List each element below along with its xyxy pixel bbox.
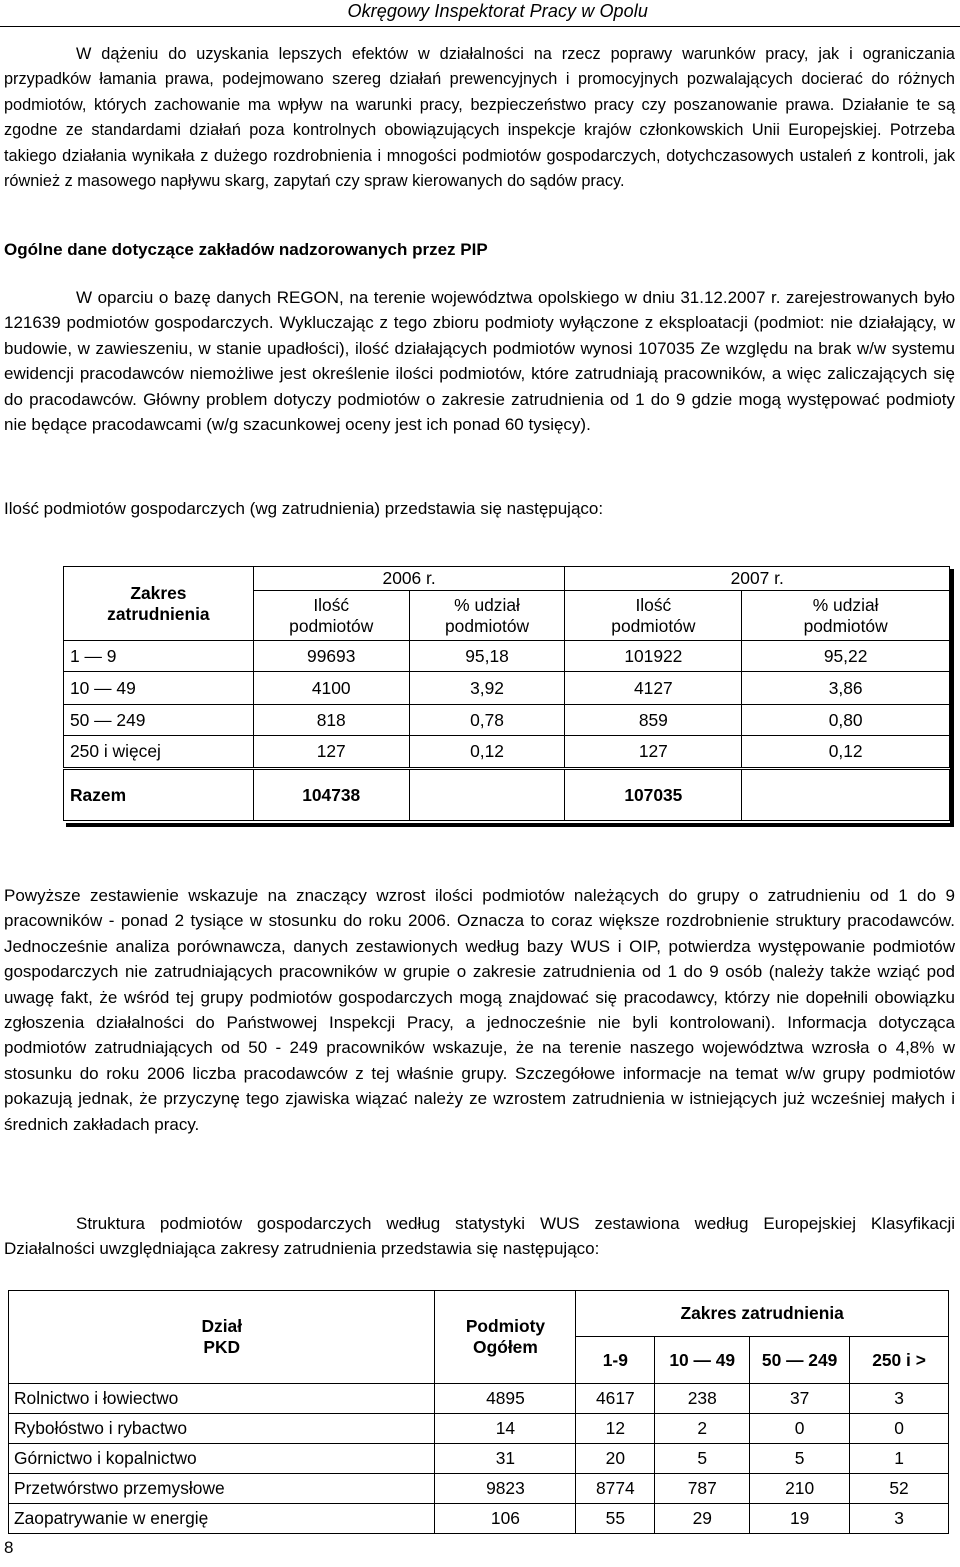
table-row: Górnictwo i kopalnictwo 31 20 5 5 1 <box>9 1444 949 1474</box>
total-row: Razem 104738 107035 <box>64 769 950 821</box>
header-range-1-9: 1-9 <box>576 1337 655 1384</box>
table-row: 250 i więcej 127 0,12 127 0,12 <box>64 736 950 769</box>
table1-shadow-right <box>950 569 954 827</box>
table-row: Przetwórstwo przemysłowe 9823 8774 787 210 52 <box>9 1474 949 1504</box>
table-row: 1 — 9 99693 95,18 101922 95,22 <box>64 641 950 672</box>
header-dzial: Dział PKD <box>9 1291 435 1384</box>
header-count-2006: Ilość podmiotów <box>253 591 409 641</box>
header-share-2006: % udział podmiotów <box>409 591 565 641</box>
header-range-250: 250 i > <box>850 1337 949 1384</box>
analysis-paragraph: Powyższe zestawienie wskazuje na znaczący wzrost ilości podmiotów należących do grupy o zatrudnieniu od 1 do 9 pracowników - ponad 2 tysiące w stosunku do roku 2006. Oznacza to coraz większe rozdrobnienie struktury pracodawców. Jednocześnie analiza porównawcza, danych zestawionych według bazy WUS i OIP, potwierdza występowanie podmiotów gospodarczych nie zatrudniających pracowników w grupie o zakresie zatrudnienia od 1 do 9 osób (należy także wziąć pod uwagę fakt, że wśród tej grupy podmiotów gospodarczych mogą znajdować się pracodawcy, którzy nie dopełnili obowiązku zgłoszenia działalności do Państwowej Inspekcji Pracy, a jednocześnie nie byli kontrolowani). Informacja dotycząca podmiotów zatrudniających od 50 - 249 pracowników wskazuje, że na terenie naszego województwa wzrosła o 4,8% w stosunku do roku 2006 liczba pracodawców z tej właśnie grupy. Szczegółowe informacje na temat w/w grupy podmiotów pokazują jednak, że przyczynę tego zjawiska wiązać należy ze wzrostem zatrudnienia w istniejących już wcześniej małych i średnich zakładach pracy. <box>4 886 955 1134</box>
table1-shadow-bottom <box>66 823 954 827</box>
header-year-2006: 2006 r. <box>253 567 565 591</box>
table-row: 10 — 49 4100 3,92 4127 3,86 <box>64 672 950 705</box>
header-range: Zakres zatrudnienia <box>64 567 254 641</box>
section-heading: Ogólne dane dotyczące zakładów nadzorowanych przez PIP <box>4 240 488 259</box>
header-range-50-249: 50 — 249 <box>750 1337 850 1384</box>
table1-intro: Ilość podmiotów gospodarczych (wg zatrudnienia) przedstawia się następująco: <box>4 499 604 518</box>
table-row: Rybołóstwo i rybactwo 14 12 2 0 0 <box>9 1414 949 1444</box>
header-share-2007: % udział podmiotów <box>742 591 950 641</box>
table-row: Rolnictwo i łowiectwo 4895 4617 238 37 3 <box>9 1384 949 1414</box>
employment-table <box>63 566 950 821</box>
regon-paragraph: W oparciu o bazę danych REGON, na terenie województwa opolskiego w dniu 31.12.2007 r. zarejestrowanych było 121639 podmiotów gospodarczych. Wykluczając z tego zbioru podmioty wyłączone z eksploatacji (podmiot: nie działający, w budowie, w zawieszeniu, w stanie upadłości), ilość działających podmiotów wynosi 107035 Ze względu na brak w/w systemu ewidencji pracodawców niemożliwe jest określenie ilości podmiotów, które zatrudniają pracowników, a więc zaliczających się do pracodawców. Główny problem dotyczy podmiotów o zakresie zatrudnienia od 1 do 9 gdzie mogą występować podmioty nie będące pracodawcami (w/g szacunkowej oceny jest ich ponad 60 tysięcy). <box>4 288 955 435</box>
table-row: 50 — 249 818 0,78 859 0,80 <box>64 705 950 736</box>
intro-paragraph: W dążeniu do uzyskania lepszych efektów w działalności na rzecz poprawy warunków pracy, jak i ograniczania przypadków łamania prawa, podejmowano szereg działań prewencyjnych i promocyjnych pozwalających docierać do różnych podmiotów, których zachowanie ma wpływ na warunki pracy, bezpieczeństwo pracy czy poszanowanie prawa. Działanie te są zgodne ze standardami działań poza kontrolnych obowiązujących inspekcje krajów członkowskich Unii Europejskiej. Potrzeba takiego działania wynikała z dużego rozdrobnienia i mnogości podmiotów gospodarczych, dotychczasowych ustaleń z kontroli, jak również z masowego napływu skarg, zapytań czy spraw kierowanych do sądów pracy. <box>4 45 955 191</box>
table-row: Zaopatrywanie w energię 106 55 29 19 3 <box>9 1504 949 1534</box>
page-number: 8 <box>4 1538 14 1557</box>
header-total: Podmioty Ogółem <box>435 1291 576 1384</box>
header-ranges: Zakres zatrudnienia <box>576 1291 949 1337</box>
header-count-2007: Ilość podmiotów <box>565 591 742 641</box>
header-year-2007: 2007 r. <box>565 567 950 591</box>
header-range-10-49: 10 — 49 <box>655 1337 750 1384</box>
header-title: Okręgowy Inspektorat Pracy w Opolu <box>347 1 648 21</box>
pkd-table <box>8 1290 949 1534</box>
table2-intro: Struktura podmiotów gospodarczych według statystyki WUS zestawiona według Europejskiej Klasyfikacji Działalności uwzględniająca zakresy zatrudnienia przedstawia się następująco: <box>4 1214 955 1259</box>
page-header <box>0 0 960 27</box>
